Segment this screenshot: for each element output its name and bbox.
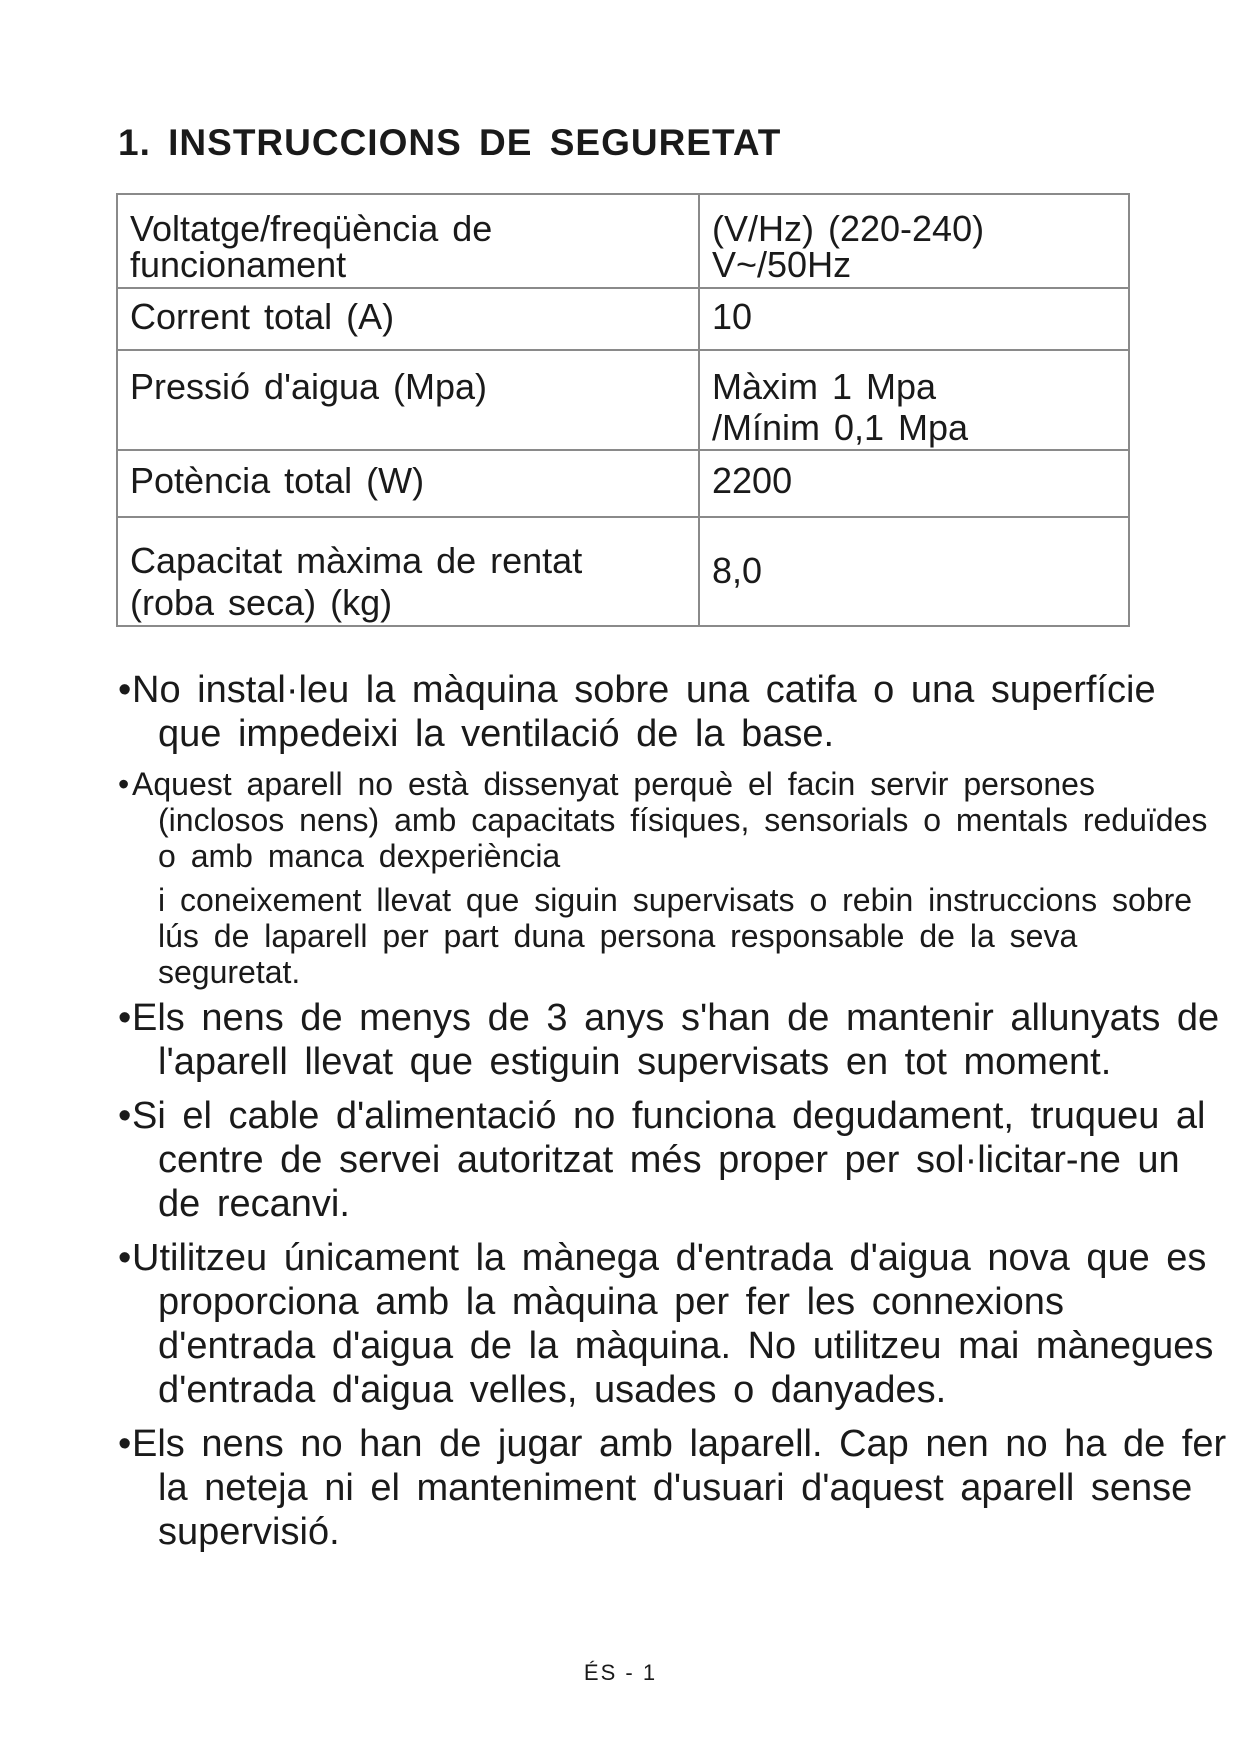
bullet-icon: • <box>118 1423 132 1465</box>
spec-label-capacity-line1: Capacitat màxima de rentat <box>130 539 583 581</box>
list-item <box>118 1422 1228 1554</box>
bullet-icon: • <box>118 1237 132 1279</box>
page-title: 1. INSTRUCCIONS DE SEGURETAT <box>118 122 782 163</box>
spec-value-voltage: (V/Hz) (220-240) V~/50Hz <box>699 194 1129 288</box>
list-item <box>118 1094 1228 1226</box>
spec-value-capacity: 8,0 <box>699 517 1129 626</box>
spec-value-pressure-max: Màxim 1 Mpa <box>712 366 937 407</box>
spec-value-current: 10 <box>699 288 1129 350</box>
list-item-text: Utilitzeu únicament la mànega d'entrada d'aigua nova que es proporciona amb la màquina per fer les connexions d'entrada d'aigua de la màquina. No utilitzeu mai mànegues d'entrada d'aigua velles, usades o danyades. <box>132 1237 1214 1411</box>
spec-label-power: Potència total (W) <box>117 450 699 517</box>
table-row <box>117 194 1129 288</box>
list-item <box>118 668 1228 756</box>
list-item <box>118 996 1228 1084</box>
list-item-text: Aquest aparell no està dissenyat perquè el facin servir persones (inclosos nens) amb capacitats físiques, sensorials o mentals reduïdes o amb manca dexperiència <box>132 766 1208 874</box>
spec-value-pressure <box>699 350 1129 450</box>
spec-label-current: Corrent total (A) <box>117 288 699 350</box>
spec-label-pressure: Pressió d'aigua (Mpa) <box>117 350 699 450</box>
safety-instructions-list <box>118 668 1228 1554</box>
bullet-icon: • <box>118 997 132 1039</box>
spec-label-capacity-line2: (roba seca) (kg) <box>130 582 393 624</box>
bullet-icon: • <box>118 669 132 711</box>
table-row <box>117 350 1129 450</box>
list-item-text: Els nens de menys de 3 anys s'han de mantenir allunyats de l'aparell llevat que estiguin supervisats en tot moment. <box>132 997 1220 1083</box>
table-row <box>117 450 1129 517</box>
spec-label-capacity <box>117 517 699 626</box>
list-item-text-continued: i coneixement llevat que siguin supervisats o rebin instruccions sobre lús de laparell per part duna persona responsable de la seva seguretat. <box>158 882 1193 990</box>
page-number: ÉS - 1 <box>583 1660 658 1685</box>
list-item <box>118 1236 1228 1412</box>
spec-label-voltage: Voltatge/freqüència de funcionament <box>117 194 699 288</box>
list-item-text: No instal·leu la màquina sobre una catifa o una superfície que impedeixi la ventilació de la base. <box>132 669 1156 755</box>
table-row <box>117 517 1129 626</box>
list-item-text: Els nens no han de jugar amb laparell. Cap nen no ha de fer la neteja ni el manteniment d'usuari d'aquest aparell sense supervisió. <box>132 1423 1227 1553</box>
bullet-icon: • <box>118 1095 132 1137</box>
bullet-icon: • <box>118 766 130 802</box>
specifications-table <box>116 193 1130 627</box>
spec-value-pressure-min: /Mínim 0,1 Mpa <box>712 407 969 449</box>
spec-value-power: 2200 <box>699 450 1129 517</box>
table-row <box>117 288 1129 350</box>
list-item <box>118 766 1228 990</box>
list-item-text: Si el cable d'alimentació no funciona degudament, truqueu al centre de servei autoritzat més proper per sol·licitar-ne un de recanvi. <box>132 1095 1206 1225</box>
